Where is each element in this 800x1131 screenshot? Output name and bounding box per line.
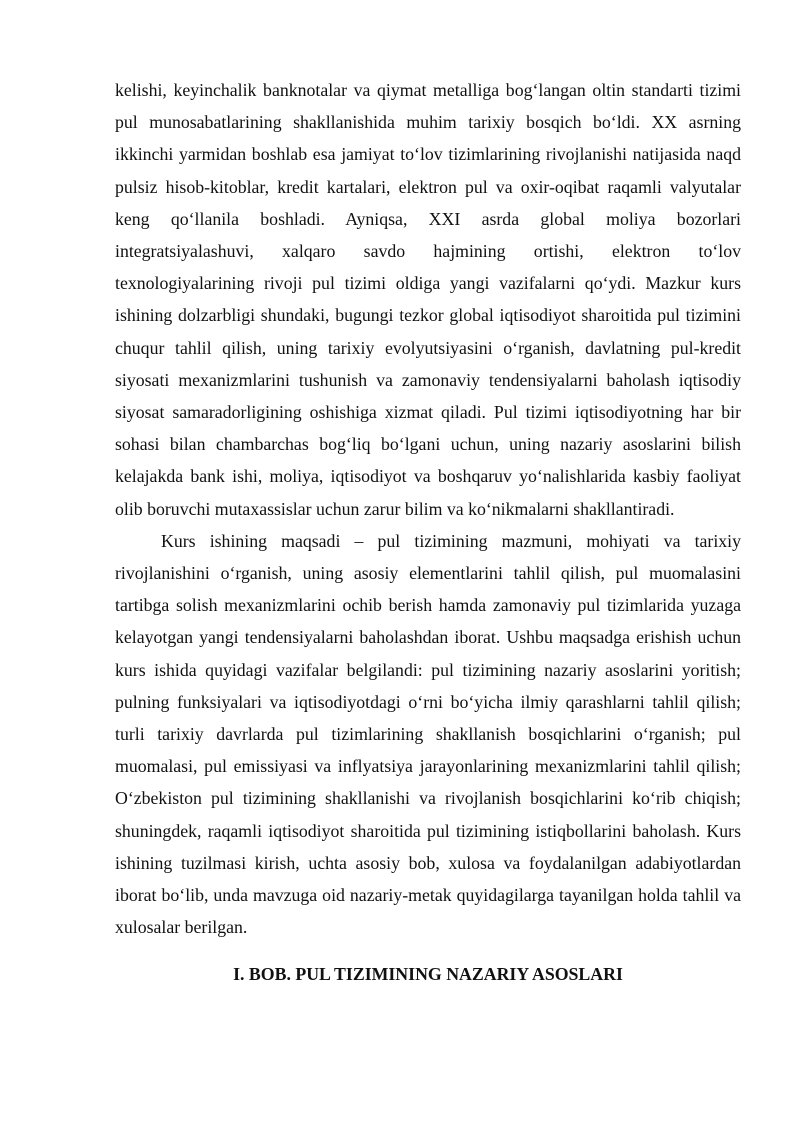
chapter-heading: I. BOB. PUL TIZIMINING NAZARIY ASOSLARI — [233, 964, 623, 985]
document-body — [115, 74, 741, 990]
paragraph-continuation: kelishi, keyinchalik banknotalar va qiymat metalliga bog‘langan oltin standarti tizimi pul munosabatlarining shakllanishida muhim tarixiy bosqich bo‘ldi. XX asrning ikkinchi yarmidan boshlab esa jamiyat to‘lov tizimlarining rivojlanishi natijasida naqd pulsiz hisob-kitoblar, kredit kartalari, elektron pul va oxir-oqibat raqamli valyutalar keng qo‘llanila boshladi. Ayniqsa, XXI asrda global moliya bozorlari integratsiyalashuvi, xalqaro savdo hajmining ortishi, elektron to‘lov texnologiyalarining rivoji pul tizimi oldiga yangi vazifalarni qo‘ydi. Mazkur kurs ishining dolzarbligi shundaki, bugungi tezkor global iqtisodiyot sharoitida pul tizimini chuqur tahlil qilish, uning tarixiy evolyutsiyasini o‘rganish, davlatning pul-kredit siyosati mexanizmlarini tushunish va zamonaviy tendensiyalarni baholash iqtisodiy siyosat samaradorligining oshishiga xizmat qiladi. Pul tizimi iqtisodiyotning har bir sohasi bilan chambarchas bog‘liq bo‘lgani uchun, uning nazariy asoslarini bilish kelajakda bank ishi, moliya, iqtisodiyot va boshqaruv yo‘nalishlarida kasbiy faoliyat olib boruvchi mutaxassislar uchun zarur bilim va ko‘nikmalarni shakllantiradi. — [115, 80, 741, 519]
paragraph-course-goal: Kurs ishining maqsadi – pul tizimining mazmuni, mohiyati va tarixiy rivojlanishini o‘rganish, uning asosiy elementlarini tahlil qilish, pul muomalasini tartibga solish mexanizmlarini ochib berish hamda zamonaviy pul tizimlarida yuzaga kelayotgan yangi tendensiyalarni baholashdan iborat. Ushbu maqsadga erishish uchun kurs ishida quyidagi vazifalar belgilandi: pul tizimining nazariy asoslarini yoritish; pulning funksiyalari va iqtisodiyotdagi o‘rni bo‘yicha ilmiy qarashlarni tahlil qilish; turli tarixiy davrlarda pul tizimlarining shakllanish bosqichlarini o‘rganish; pul muomalasi, pul emissiyasi va inflyatsiya jarayonlarining mexanizmlarini tahlil qilish; O‘zbekiston pul tizimining shakllanishi va rivojlanish bosqichlarini ko‘rib chiqish; shuningdek, raqamli iqtisodiyot sharoitida pul tizimining istiqbollarini baholash. Kurs ishining tuzilmasi kirish, uchta asosiy bob, xulosa va foydalanilgan adabiyotlardan iborat bo‘lib, unda mavzuga oid nazariy-metak quyidagilarga tayanilgan holda tahlil va xulosalar berilgan. — [115, 530, 741, 938]
